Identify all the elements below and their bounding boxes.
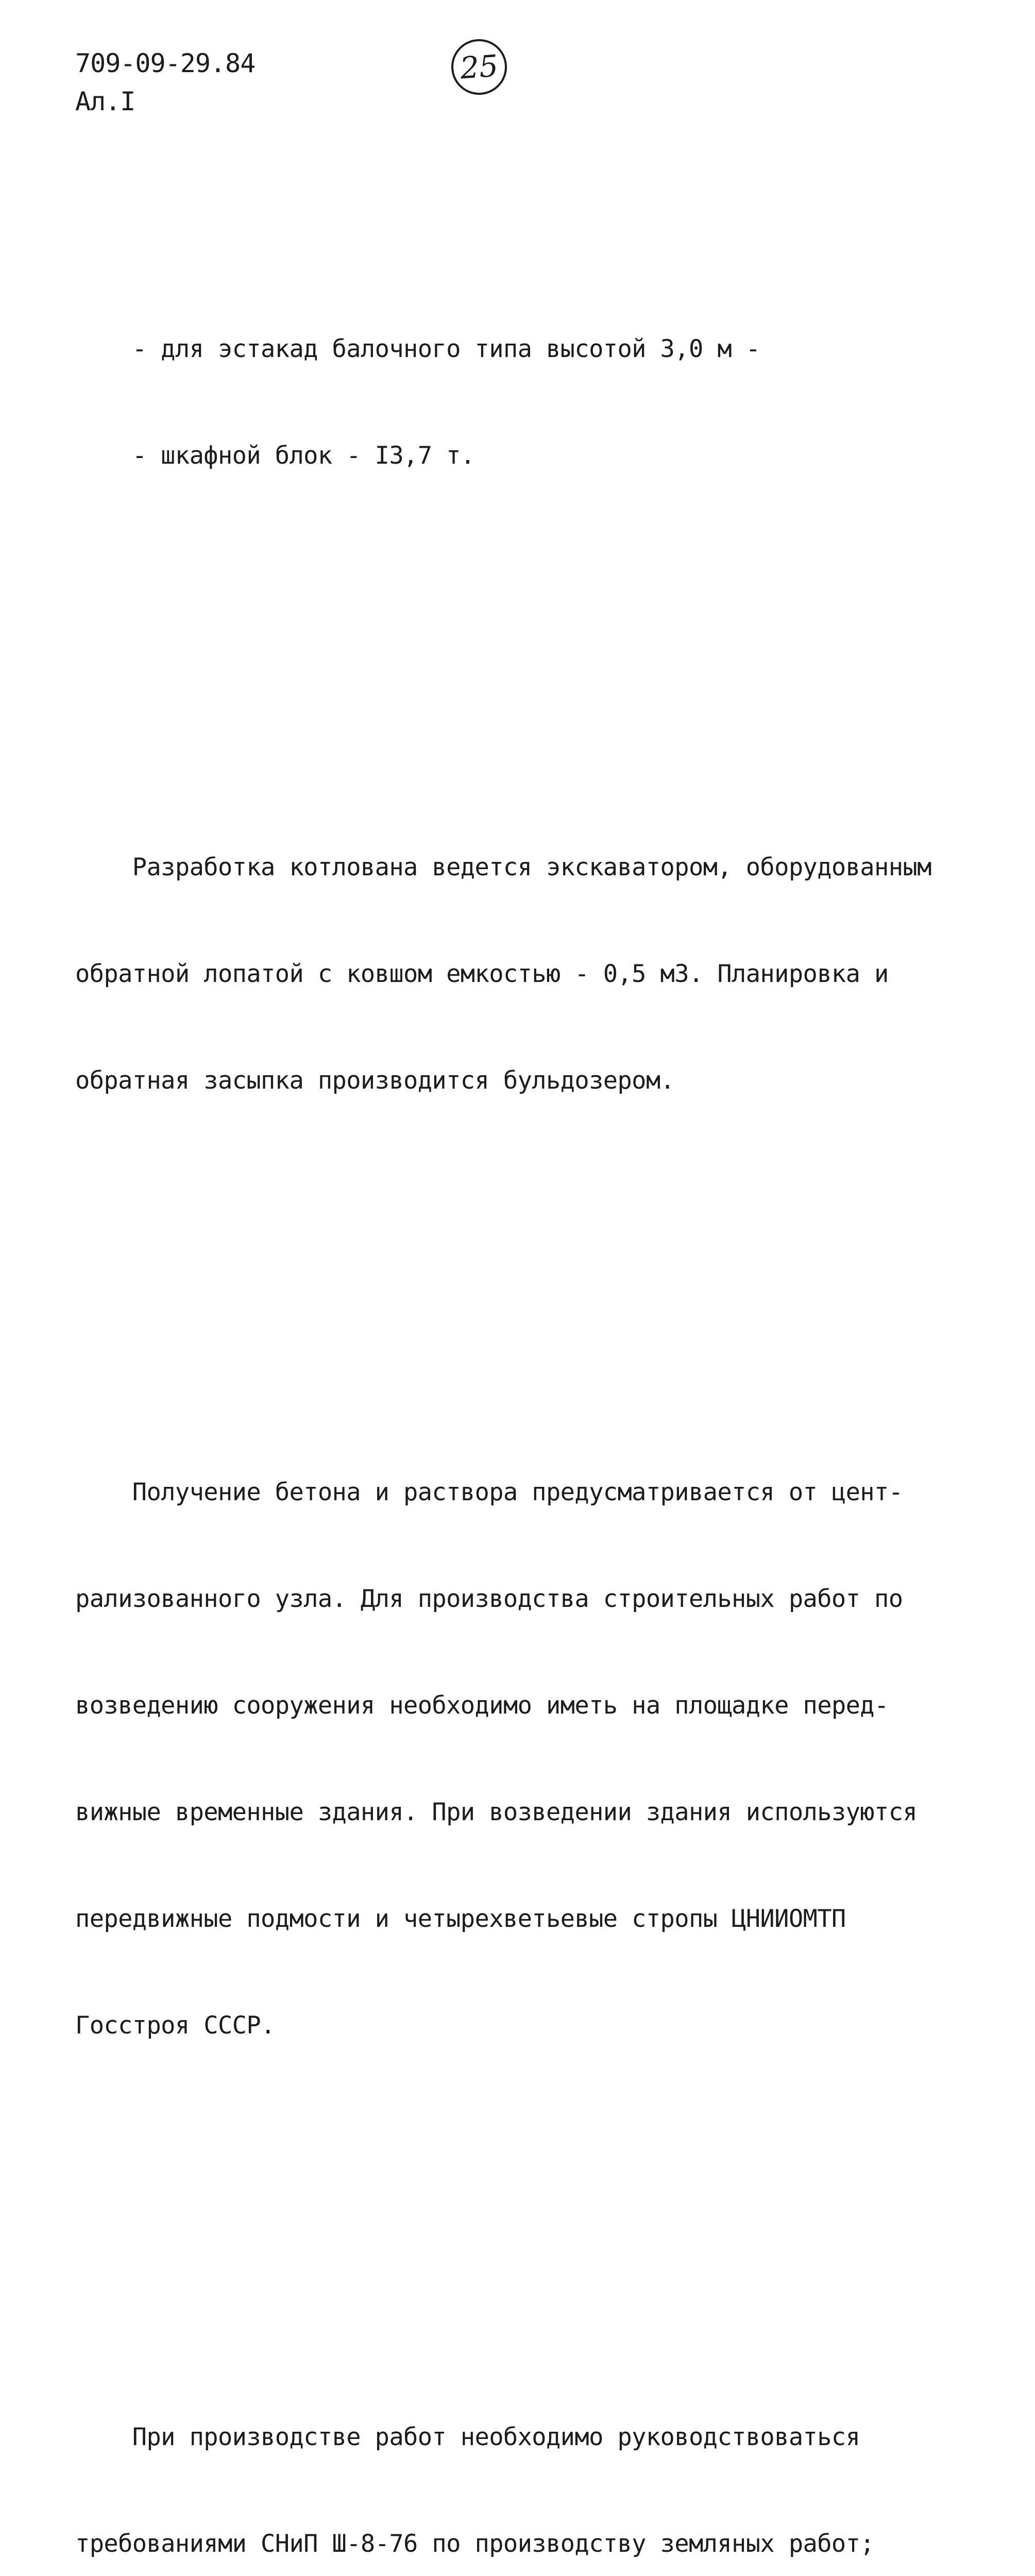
text-line: обратной лопатой с ковшом емкостью - 0,5 м3. Планировка и [75, 960, 889, 988]
text-line: обратная засыпка производится бульдозером. [75, 1066, 675, 1095]
paragraph [75, 1403, 982, 2114]
text-line: Разработка котлована ведется экскаватором, оборудованным [75, 853, 931, 882]
text-line: При производстве работ необходимо руководствоваться [75, 2423, 860, 2451]
text-line: требованиями СНиП Ш-8-76 по производству земляных работ; [75, 2530, 874, 2558]
document-body [75, 154, 982, 2576]
text-line: возведению сооружения необходимо иметь на площадке перед- [75, 1691, 889, 1720]
sheet-label: Ал.I [75, 87, 135, 116]
text-line: - для эстакад балочного типа высотой 3,0 м - [75, 335, 760, 363]
text-line: рализованного узла. Для производства строительных работ по [75, 1585, 903, 1613]
document-header [75, 44, 255, 121]
text-line: передвижные подмости и четырехветьевые стропы ЦНИИОМТП [75, 1905, 846, 1933]
text-line: - шкафной блок - I3,7 т. [75, 442, 475, 470]
document-code: 709-09-29.84 [75, 48, 256, 78]
page-number: 25 [459, 48, 500, 86]
text-line: Получение бетона и раствора предусматривается от цент- [75, 1478, 903, 1506]
page-number-stamp [449, 37, 508, 96]
text-line: Госстроя СССР. [75, 2011, 275, 2040]
text-line: вижные временные здания. При возведении здания используются [75, 1798, 918, 1826]
paragraph [75, 778, 982, 1170]
paragraph [75, 260, 982, 545]
paragraph [75, 2348, 982, 2576]
